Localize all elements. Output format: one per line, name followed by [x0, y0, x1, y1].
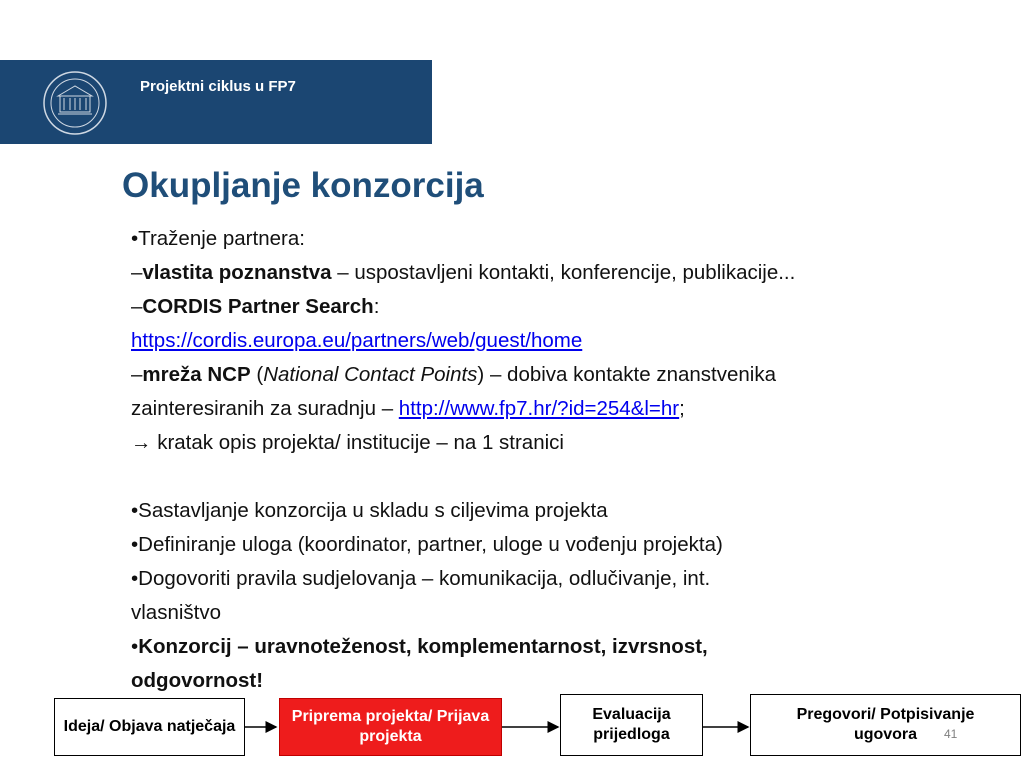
bullet-partner-search: •Traženje partnera: [131, 227, 305, 250]
header-title: Projektni ciklus u FP7 [140, 78, 296, 95]
sub-item-personal-contacts: –vlastita poznanstva – uspostavljeni kontakti, konferencije, publikacije... [131, 261, 796, 284]
bullet-participation-rules: •Dogovoriti pravila sudjelovanja – komunikacija, odlučivanje, int. [131, 567, 711, 590]
sub-item-ncp: –mreža NCP (National Contact Points) – dobiva kontakte znanstvenika [131, 363, 776, 386]
cordis-link[interactable]: https://cordis.europa.eu/partners/web/guest/home [131, 329, 583, 352]
bullet-consortium-qualities: •Konzorcij – uravnoteženost, komplementarnost, izvrsnost, [131, 635, 708, 658]
project-summary-note: → kratak opis projekta/ institucije – na 1 stranici [131, 431, 564, 454]
ncp-contact-line: zainteresiranih za suradnju – http://www.fp7.hr/?id=254&l=hr; [131, 397, 685, 420]
flow-step-negotiation: Pregovori/ Potpisivanje ugovora [750, 694, 1021, 756]
flow-step-preparation: Priprema projekta/ Prijava projekta [279, 698, 502, 756]
bullet-consortium-qualities-cont: odgovornost! [131, 669, 264, 692]
page-number: 41 [944, 727, 958, 741]
fp7-link[interactable]: http://www.fp7.hr/?id=254&l=hr [398, 397, 680, 420]
slide-title: Okupljanje konzorcija [122, 166, 484, 205]
flow-step-evaluation: Evaluacija prijedloga [560, 694, 703, 756]
flow-step-idea: Ideja/ Objava natječaja [54, 698, 245, 756]
bullet-consortium-assembly: •Sastavljanje konzorcija u skladu s ciljevima projekta [131, 499, 608, 522]
sub-item-cordis: –CORDIS Partner Search: [131, 295, 380, 318]
bullet-roles: •Definiranje uloga (koordinator, partner, uloge u vođenju projekta) [131, 533, 723, 556]
bullet-participation-rules-cont: vlasništvo [131, 601, 222, 624]
